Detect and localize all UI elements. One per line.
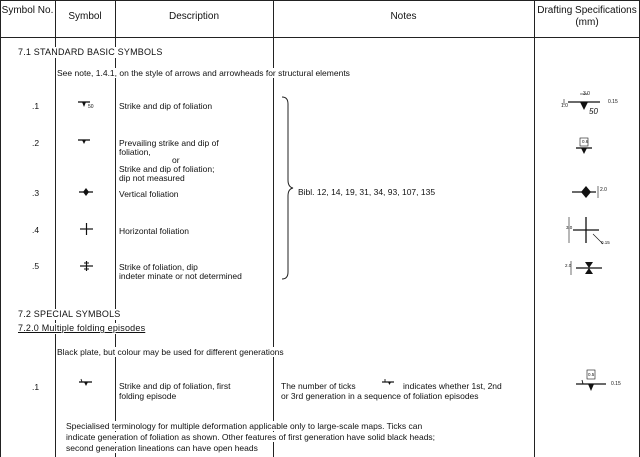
dimension-label: 2.0 — [565, 263, 572, 268]
row-description: Strike and dip of foliation; — [119, 164, 215, 174]
notes-text: The number of ticks — [281, 381, 356, 391]
header-divider — [0, 37, 640, 38]
section-note-7-1: See note, 1.4.1, on the style of arrows and arrowheads for structural elements — [57, 68, 350, 78]
dimension-label: 0.15 — [608, 99, 618, 105]
row-description: foliation, — [119, 147, 151, 157]
paragraph-line: Specialised terminology for multiple deformation applicable only to large-scale maps. Ticks can — [66, 421, 423, 431]
dimension-label: 3.0 — [583, 91, 590, 97]
bibliography-refs: Bibl. 12, 14, 19, 31, 34, 93, 107, 135 — [298, 187, 436, 197]
dimension-label: 2.0 — [600, 187, 607, 193]
section-title-7-1: 7.1 STANDARD BASIC SYMBOLS — [18, 47, 163, 57]
row-description: folding episode — [119, 391, 177, 401]
section-note-7-2: Black plate, but colour may be used for different generations — [57, 347, 284, 357]
dimension-label: 0.15 — [601, 240, 610, 245]
row-description: Strike of foliation, dip — [119, 262, 198, 272]
table-border-top — [0, 0, 640, 1]
dimension-label: 0.15 — [611, 381, 621, 387]
tick-symbol — [380, 377, 396, 387]
dip-value-label: 50 — [88, 104, 94, 110]
row-description: indeter minate or not determined — [119, 271, 242, 281]
header-drafting: Drafting Specifications (mm) — [537, 5, 637, 28]
grouping-brace — [280, 96, 294, 280]
paragraph-line: second generation lineations can have open heads — [66, 443, 258, 453]
row-number: .4 — [32, 225, 40, 235]
notes-text: indicates whether 1st, 2nd — [403, 381, 502, 391]
row-number: .3 — [32, 188, 40, 198]
column-divider — [55, 0, 56, 457]
paragraph-line: indicate generation of foliation as shown. Other features of first generation have solid black heads; — [66, 432, 436, 442]
header-symbol: Symbol — [68, 11, 102, 22]
header-description: Description — [168, 11, 220, 22]
row-description: Prevailing strike and dip of — [119, 138, 219, 148]
row-number: .2 — [32, 138, 40, 148]
row-description: Strike and dip of foliation — [119, 101, 213, 111]
subsection-title-7-2-0 — [18, 323, 147, 334]
row-number: .1 — [32, 382, 40, 392]
dimension-label: 3.0 — [566, 225, 573, 230]
dimension-label: 0.6 — [582, 139, 589, 144]
header-notes: Notes — [390, 11, 417, 22]
header-symbol-no: Symbol No. — [1, 5, 54, 16]
horizontal-foliation-symbol — [78, 221, 96, 237]
dimension-label: 50 — [589, 107, 598, 116]
dimension-label: 1.0 — [561, 103, 568, 109]
row-description: or — [172, 155, 180, 165]
subsection-title-text: 7.2.0 Multiple folding episodes — [18, 323, 146, 333]
dimension-label: 0.5 — [588, 372, 595, 377]
row-number: .1 — [32, 101, 40, 111]
strike-foliation-indeterminate-symbol — [78, 258, 96, 274]
vertical-foliation-symbol — [77, 184, 97, 200]
row-description: Strike and dip of foliation, first — [119, 381, 231, 391]
drafting-spec-5 — [566, 258, 606, 278]
row-description: dip not measured — [119, 173, 185, 183]
first-folding-foliation-symbol — [77, 378, 97, 390]
table-border-left — [0, 0, 1, 457]
section-title-7-2: 7.2 SPECIAL SYMBOLS — [18, 309, 121, 319]
row-number: .5 — [32, 261, 40, 271]
row-description: Vertical foliation — [119, 189, 179, 199]
column-divider — [534, 0, 535, 457]
row-description: Horizontal foliation — [119, 226, 189, 236]
prevailing-strike-symbol — [76, 136, 96, 148]
notes-text: or 3rd generation in a sequence of foliation episodes — [281, 391, 479, 401]
